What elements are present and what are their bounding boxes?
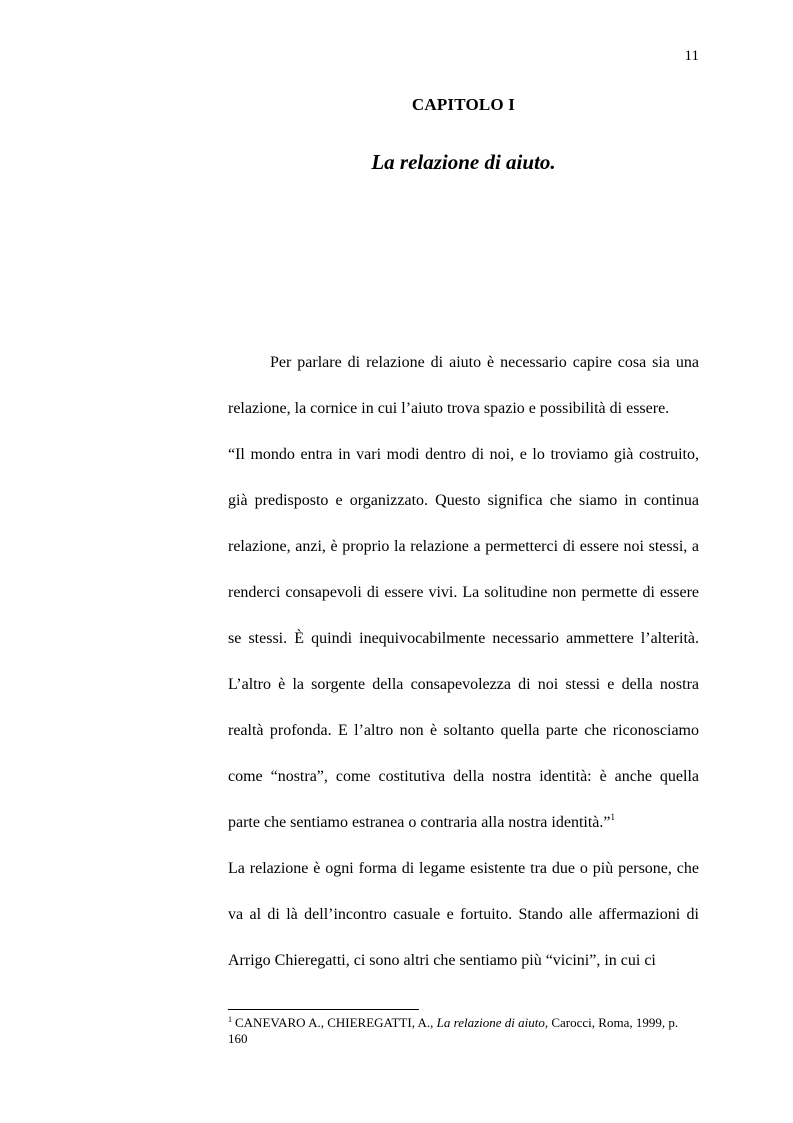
footnote-work-title: La relazione di aiuto bbox=[436, 1015, 545, 1030]
body-text bbox=[228, 340, 699, 984]
chapter-title: La relazione di aiuto. bbox=[371, 150, 556, 174]
page-number: 11 bbox=[684, 48, 699, 64]
footnote-separator bbox=[228, 1009, 419, 1010]
body-paragraph: La relazione è ogni forma di legame esistente tra due o più persone, che va al di là dell’incontro casuale e fortuito. Stando alle affermazioni di Arrigo Chieregatti, ci sono altri che sentiamo più “vicini”, in cui ci bbox=[228, 860, 699, 969]
footnote-mark: 1 bbox=[228, 1015, 232, 1024]
chapter-label: CAPITOLO I bbox=[411, 95, 516, 114]
footnote-reference[interactable]: 1 bbox=[610, 812, 615, 822]
body-paragraph: Per parlare di relazione di aiuto è necessario capire cosa sia una relazione, la cornice in cui l’aiuto trova spazio e possibilità di essere. bbox=[228, 354, 699, 417]
footnote-publication: , Carocci, Roma, 1999, p. 160 bbox=[228, 1015, 679, 1046]
quotation-paragraph bbox=[228, 432, 699, 846]
footnote-authors: CANEVARO A., CHIEREGATTI, A., bbox=[235, 1015, 437, 1030]
footnote bbox=[228, 1015, 699, 1047]
quotation-text: “Il mondo entra in vari modi dentro di noi, e lo troviamo già costruito, già predisposto e organizzato. Questo significa che siamo in continua relazione, anzi, è proprio la relazione a permetterci di essere noi stessi, a renderci consapevoli di essere vivi. La solitudine non permette di essere se stessi. È quindi inequivocabilmente necessario ammettere l’alterità. L’altro è la sorgente della consapevolezza di noi stessi e della nostra realtà profonda. E l’altro non è soltanto quella parte che riconosciamo come “nostra”, come costitutiva della nostra identità: è anche quella parte che sentiamo estranea o contraria alla nostra identità.” bbox=[228, 446, 699, 831]
